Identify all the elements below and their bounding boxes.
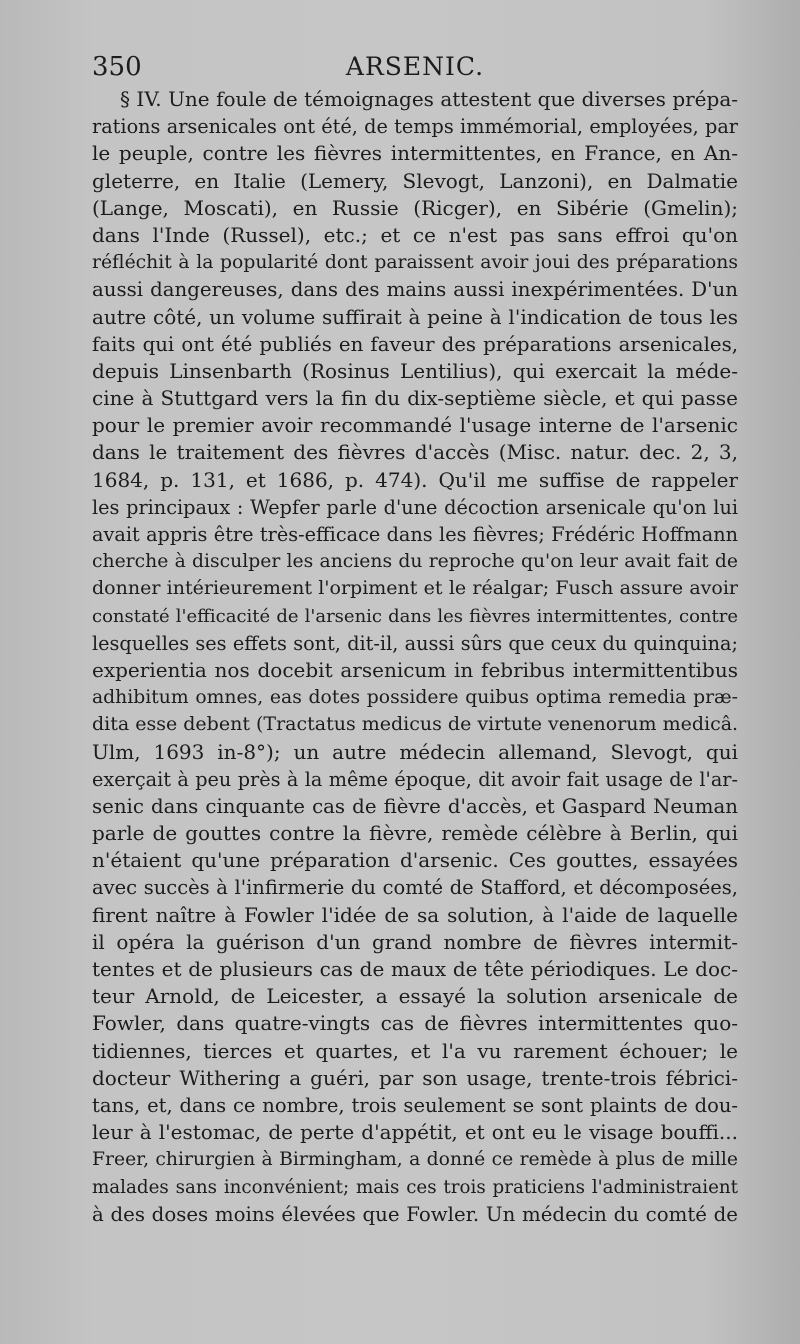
text-line: docteur Withering a guéri, par son usage, trente-trois fébrici- [92, 1065, 738, 1090]
text-line: tentes et de plusieurs cas de maux de tête périodiques. Le doc- [92, 957, 738, 981]
text-line: dans le traitement des fièvres d'accès (Misc. natur. dec. 2, 3, [92, 440, 738, 465]
page-number: 350 [92, 52, 142, 82]
text-line: aussi dangereuses, dans des mains aussi inexpérimentées. D'un [92, 278, 738, 302]
text-line: § IV. Une foule de témoignages attestent que diverses prépa- [120, 87, 738, 111]
text-line: donner intérieurement l'orpiment et le réalgar; Fusch assure avoir [92, 577, 738, 600]
body-text [92, 86, 738, 1228]
text-line: n'étaient qu'une préparation d'arsenic. Ces gouttes, essayées [92, 848, 738, 873]
text-line: avec succès à l'infirmerie du comté de Stafford, et décomposées, [92, 876, 738, 900]
text-line: dans l'Inde (Russel), etc.; et ce n'est pas sans effroi qu'on [92, 222, 738, 247]
text-line: cherche à disculper les anciens du reproche qu'on leur avait fait de [92, 551, 738, 573]
text-line: autre côté, un volume suffirait à peine à l'indication de tous les [92, 304, 738, 329]
text-line: exerçait à peu près à la même époque, dit avoir fait usage de l'ar- [92, 767, 738, 791]
page-header [92, 50, 738, 84]
text-line: le peuple, contre les fièvres intermittentes, en France, en An- [92, 141, 738, 166]
text-line: senic dans cinquante cas de fièvre d'accès, et Gaspard Neuman [92, 794, 738, 818]
text-line: gleterre, en Italie (Lemery, Slevogt, Lanzoni), en Dalmatie [92, 168, 738, 193]
text-line: cine à Stuttgard vers la fin du dix-septième siècle, et qui passe [92, 386, 738, 411]
text-line: dita esse debent (Tractatus medicus de virtute venenorum medicâ. [92, 713, 738, 736]
text-line: adhibitum omnes, eas dotes possidere quibus optima remedia præ- [92, 687, 738, 709]
text-line: Fowler, dans quatre-vingts cas de fièvres intermittentes quo- [92, 1011, 738, 1036]
text-line: il opéra la guérison d'un grand nombre de fièvres intermit- [92, 929, 738, 954]
text-line: Ulm, 1693 in-8°); un autre médecin allemand, Slevogt, qui [92, 739, 738, 764]
text-line: tidiennes, tierces et quartes, et l'a vu rarement échouer; le [92, 1038, 738, 1063]
text-line: 1684, p. 131, et 1686, p. 474). Qu'il me suffise de rappeler [92, 467, 738, 492]
text-line: Freer, chirurgien à Birmingham, a donné ce remède à plus de mille [92, 1149, 738, 1171]
text-line: tans, et, dans ce nombre, trois seulement se sont plaints de dou- [92, 1093, 738, 1117]
running-title: ARSENIC. [345, 52, 485, 81]
text-line: teur Arnold, de Leicester, a essayé la solution arsenicale de [92, 984, 738, 1009]
text-line: (Lange, Moscati), en Russie (Ricger), en Sibérie (Gmelin); [92, 195, 738, 220]
text-line: depuis Linsenbarth (Rosinus Lentilius), qui exercait la méde- [92, 358, 738, 383]
text-line: leur à l'estomac, de perte d'appétit, et ont eu le visage bouffi... [92, 1120, 738, 1145]
text-line: lesquelles ses effets sont, dit-il, aussi sûrs que ceux du quinquina; [92, 631, 738, 655]
text-line: à des doses moins élevées que Fowler. Un médecin du comté de [92, 1202, 738, 1226]
text-line: constaté l'efficacité de l'arsenic dans les fièvres intermittentes, contre [92, 605, 738, 627]
text-line: faits qui ont été publiés en faveur des préparations arsenicales, [92, 332, 738, 356]
text-line: pour le premier avoir recommandé l'usage interne de l'arsenic [92, 413, 738, 438]
text-line: firent naître à Fowler l'idée de sa solution, à l'aide de laquelle [92, 902, 738, 927]
text-line: rations arsenicales ont été, de temps immémorial, employées, par [92, 115, 738, 139]
text-line: malades sans inconvénient; mais ces trois praticiens l'administraient [92, 1176, 738, 1198]
text-line: réfléchit à la popularité dont paraissent avoir joui des préparations [92, 252, 738, 274]
text-line: avait appris être très-efficace dans les fièvres; Frédéric Hoffmann [92, 523, 738, 546]
text-line: les principaux : Wepfer parle d'une décoction arsenicale qu'on lui [92, 495, 738, 519]
text-line: experientia nos docebit arsenicum in febribus intermittentibus [92, 657, 738, 682]
text-line: parle de gouttes contre la fièvre, remède célèbre à Berlin, qui [92, 821, 738, 846]
